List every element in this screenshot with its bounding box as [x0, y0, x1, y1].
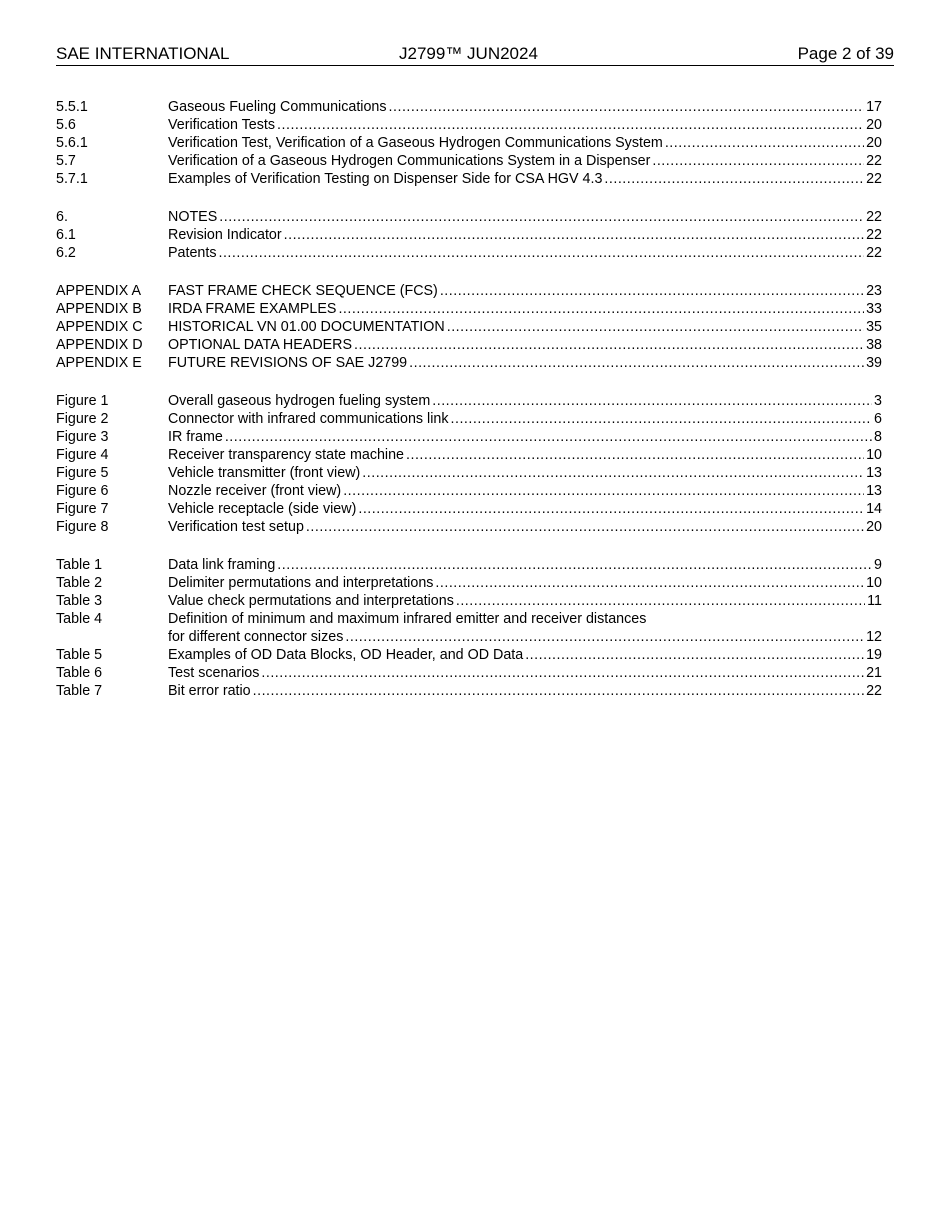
dot-leader [284, 226, 864, 244]
toc-entry-page: 33 [866, 301, 882, 317]
toc-entry-number: 6.1 [56, 227, 76, 243]
toc-entry-page: 10 [866, 447, 882, 463]
toc-entry[interactable] [56, 610, 882, 628]
toc-entry-page: 6 [874, 411, 882, 427]
toc-entry-title-continued: for different connector sizes [168, 629, 344, 645]
toc-entry-title: FAST FRAME CHECK SEQUENCE (FCS) [168, 283, 438, 299]
toc-entry-number: APPENDIX D [56, 337, 143, 353]
toc-entry-title: Examples of Verification Testing on Dispenser Side for CSA HGV 4.3 [168, 171, 603, 187]
toc-entry[interactable] [56, 170, 882, 188]
toc-entry-title: Verification test setup [168, 519, 304, 535]
toc-entry-page: 39 [866, 355, 882, 371]
dot-leader [389, 98, 865, 116]
toc-entry-title: Gaseous Fueling Communications [168, 99, 387, 115]
table-of-contents [56, 98, 882, 720]
dot-leader [343, 482, 864, 500]
toc-entry[interactable] [56, 134, 882, 152]
toc-entry-page: 23 [866, 283, 882, 299]
toc-entry[interactable] [56, 208, 882, 226]
toc-entry-page: 13 [866, 465, 882, 481]
toc-entry-title: Definition of minimum and maximum infrared emitter and receiver distances [168, 611, 647, 627]
toc-entry-number: Figure 2 [56, 411, 109, 427]
dot-leader [665, 134, 864, 152]
toc-entry-title: Receiver transparency state machine [168, 447, 405, 463]
toc-entry-number: Figure 5 [56, 465, 109, 481]
toc-entry-title: Verification of a Gaseous Hydrogen Communications System in a Dispenser [168, 153, 651, 169]
dot-leader [362, 464, 864, 482]
toc-group [56, 98, 882, 188]
toc-entry-number: Table 1 [56, 557, 103, 573]
toc-group [56, 392, 882, 536]
toc-entry[interactable] [56, 354, 882, 372]
dot-leader [604, 170, 864, 188]
toc-entry-number: 5.6.1 [56, 135, 88, 151]
toc-entry[interactable] [56, 518, 882, 536]
toc-entry[interactable] [56, 336, 882, 354]
dot-leader [432, 392, 872, 410]
toc-entry-title: Connector with infrared communications link [168, 411, 449, 427]
toc-entry-title: OPTIONAL DATA HEADERS [168, 337, 353, 353]
toc-entry-number: Figure 4 [56, 447, 109, 463]
toc-entry-page: 8 [874, 429, 882, 445]
toc-entry[interactable] [56, 152, 882, 170]
dot-leader [277, 556, 872, 574]
toc-entry[interactable] [56, 116, 882, 134]
dot-leader [306, 518, 864, 536]
toc-entry-page: 11 [867, 593, 882, 609]
toc-entry-number: Table 4 [56, 611, 103, 627]
dot-leader [345, 628, 864, 646]
toc-entry[interactable] [56, 664, 882, 682]
header-organization: SAE INTERNATIONAL [56, 44, 230, 63]
dot-leader [277, 116, 864, 134]
toc-entry[interactable] [56, 318, 882, 336]
toc-entry-title: Nozzle receiver (front view) [168, 483, 342, 499]
toc-entry-page: 22 [866, 683, 882, 699]
toc-entry-title: Verification Tests [168, 117, 276, 133]
toc-entry-page: 3 [874, 393, 882, 409]
toc-entry-title: Revision Indicator [168, 227, 282, 243]
dot-leader [225, 428, 872, 446]
toc-entry-number: 5.6 [56, 117, 76, 133]
header-page-number: Page 2 of 39 [797, 44, 894, 63]
toc-entry-title: Vehicle receptacle (side view) [168, 501, 357, 517]
dot-leader [456, 592, 865, 610]
toc-entry-page: 14 [866, 501, 882, 517]
toc-entry[interactable] [56, 464, 882, 482]
toc-entry-number: APPENDIX B [56, 301, 142, 317]
toc-entry-number: Figure 1 [56, 393, 109, 409]
toc-entry-number: APPENDIX C [56, 319, 143, 335]
dot-leader [219, 208, 864, 226]
toc-entry-number: 5.5.1 [56, 99, 88, 115]
toc-entry-page: 10 [866, 575, 882, 591]
dot-leader [261, 664, 864, 682]
toc-entry[interactable] [56, 244, 882, 262]
dot-leader [354, 336, 864, 354]
toc-entry-title: IR frame [168, 429, 223, 445]
toc-entry-page: 22 [866, 245, 882, 261]
toc-entry-title: Data link framing [168, 557, 276, 573]
toc-group [56, 208, 882, 262]
toc-entry-page: 22 [866, 227, 882, 243]
dot-leader [447, 318, 864, 336]
dot-leader [409, 354, 864, 372]
toc-entry-title: FUTURE REVISIONS OF SAE J2799 [168, 355, 408, 371]
toc-entry-title: Examples of OD Data Blocks, OD Header, and OD Data [168, 647, 524, 663]
toc-entry-title: Bit error ratio [168, 683, 251, 699]
toc-entry-page: 22 [866, 209, 882, 225]
toc-entry-number: APPENDIX E [56, 355, 142, 371]
toc-entry[interactable] [56, 646, 882, 664]
toc-entry-page: 22 [866, 171, 882, 187]
dot-leader [435, 574, 864, 592]
toc-entry-number: Table 6 [56, 665, 103, 681]
toc-entry-number: APPENDIX A [56, 283, 142, 299]
toc-entry-number: Table 5 [56, 647, 103, 663]
toc-entry[interactable] [56, 392, 882, 410]
toc-entry-page: 20 [866, 117, 882, 133]
toc-entry-number: Figure 7 [56, 501, 109, 517]
toc-entry[interactable] [56, 300, 882, 318]
toc-entry[interactable] [56, 226, 882, 244]
toc-entry-page: 20 [866, 519, 882, 535]
toc-entry-page: 17 [866, 99, 882, 115]
dot-leader [525, 646, 864, 664]
toc-entry-title: IRDA FRAME EXAMPLES [168, 301, 337, 317]
toc-entry-title: Patents [168, 245, 217, 261]
dot-leader [440, 282, 864, 300]
dot-leader [451, 410, 873, 428]
toc-entry[interactable] [56, 428, 882, 446]
toc-entry-page: 38 [866, 337, 882, 353]
dot-leader [652, 152, 864, 170]
toc-entry-title: Test scenarios [168, 665, 260, 681]
toc-entry-page: 13 [866, 483, 882, 499]
toc-entry-page: 35 [866, 319, 882, 335]
toc-entry[interactable] [56, 556, 882, 574]
dot-leader [338, 300, 864, 318]
toc-entry-number: Figure 3 [56, 429, 109, 445]
toc-entry-number: Table 2 [56, 575, 103, 591]
dot-leader [358, 500, 864, 518]
toc-group [56, 556, 882, 700]
toc-group [56, 282, 882, 372]
toc-entry-title: Overall gaseous hydrogen fueling system [168, 393, 431, 409]
toc-entry-page: 19 [866, 647, 882, 663]
toc-entry-title: Vehicle transmitter (front view) [168, 465, 361, 481]
toc-entry-number: Figure 6 [56, 483, 109, 499]
toc-entry-page: 21 [866, 665, 882, 681]
toc-entry[interactable] [56, 446, 882, 464]
toc-entry-number: 6.2 [56, 245, 76, 261]
toc-entry-title: Value check permutations and interpretations [168, 593, 454, 609]
toc-entry-number: Figure 8 [56, 519, 109, 535]
toc-entry-page: 22 [866, 153, 882, 169]
header-document-id: J2799™ JUN2024 [399, 44, 538, 63]
toc-entry-title: NOTES [168, 209, 218, 225]
toc-entry[interactable] [56, 482, 882, 500]
toc-entry[interactable] [56, 574, 882, 592]
toc-entry[interactable] [56, 682, 882, 700]
toc-entry-number: 5.7 [56, 153, 76, 169]
toc-entry-title: Delimiter permutations and interpretations [168, 575, 434, 591]
toc-entry-continuation[interactable] [56, 628, 882, 646]
toc-entry-number: 5.7.1 [56, 171, 88, 187]
toc-entry-number: Table 3 [56, 593, 103, 609]
toc-entry-page: 9 [874, 557, 882, 573]
toc-entry[interactable] [56, 282, 882, 300]
toc-entry-number: 6. [56, 209, 68, 225]
dot-leader [253, 682, 864, 700]
toc-entry-title: Verification Test, Verification of a Gaseous Hydrogen Communications System [168, 135, 663, 151]
dot-leader [406, 446, 864, 464]
toc-entry[interactable] [56, 98, 882, 116]
dot-leader [218, 244, 864, 262]
toc-entry-title: HISTORICAL VN 01.00 DOCUMENTATION [168, 319, 445, 335]
toc-entry-page: 20 [866, 135, 882, 151]
page-header [56, 44, 894, 66]
toc-entry[interactable] [56, 410, 882, 428]
toc-entry[interactable] [56, 500, 882, 518]
toc-entry[interactable] [56, 592, 882, 610]
toc-entry-page: 12 [866, 629, 882, 645]
toc-entry-number: Table 7 [56, 683, 103, 699]
